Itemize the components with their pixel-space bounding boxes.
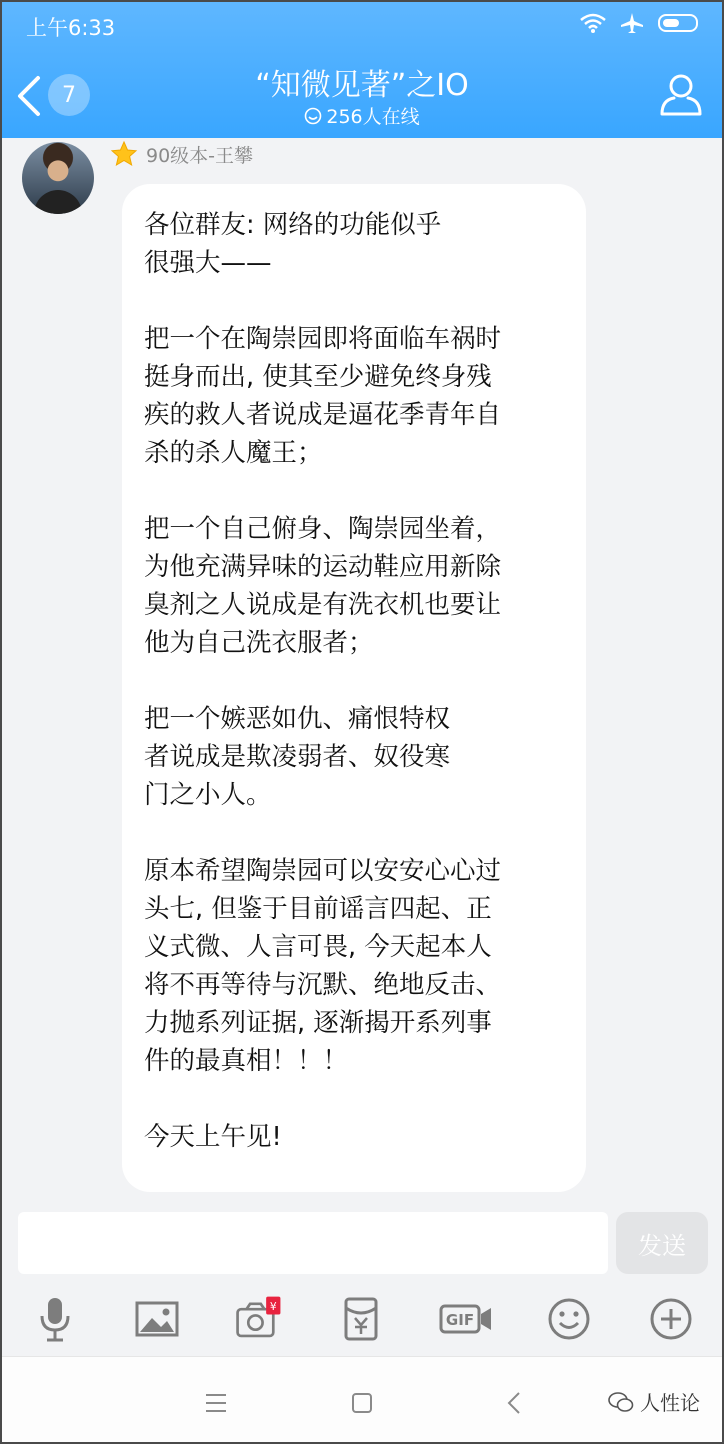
emoji-icon[interactable] bbox=[544, 1294, 594, 1344]
redpacket-symbol: ¥ bbox=[269, 1300, 277, 1314]
online-count bbox=[2, 102, 722, 129]
wifi-icon bbox=[580, 13, 606, 33]
gif-label: GIF bbox=[445, 1311, 475, 1329]
redpacket-icon[interactable] bbox=[336, 1294, 386, 1344]
input-toolbar bbox=[2, 1286, 722, 1356]
star-level-icon bbox=[110, 140, 138, 168]
back-nav-icon[interactable] bbox=[496, 1383, 536, 1423]
unread-count-badge: 7 bbox=[48, 74, 90, 116]
system-navigation-bar bbox=[2, 1356, 722, 1443]
camera-redpacket-icon[interactable] bbox=[234, 1294, 284, 1344]
group-members-icon[interactable] bbox=[654, 68, 708, 122]
message-bubble[interactable] bbox=[122, 184, 586, 1192]
home-icon[interactable] bbox=[342, 1383, 382, 1423]
sender-info bbox=[110, 140, 253, 168]
airplane-icon bbox=[620, 12, 644, 34]
sender-name: 90级本-王攀 bbox=[146, 144, 254, 167]
send-button[interactable]: 发送 bbox=[616, 1212, 708, 1274]
sender-avatar[interactable] bbox=[22, 142, 94, 214]
menu-icon[interactable] bbox=[196, 1383, 236, 1423]
add-icon[interactable] bbox=[646, 1294, 696, 1344]
input-bar bbox=[2, 1206, 722, 1286]
status-time: 上午6:33 bbox=[26, 16, 116, 40]
chat-header bbox=[2, 2, 722, 138]
online-count-text: 256人在线 bbox=[326, 106, 420, 128]
message-input[interactable] bbox=[18, 1212, 608, 1274]
status-icons bbox=[580, 12, 698, 34]
message-list[interactable] bbox=[2, 138, 722, 1206]
image-icon[interactable] bbox=[132, 1294, 182, 1344]
battery-icon bbox=[658, 14, 698, 32]
microphone-icon[interactable] bbox=[30, 1294, 80, 1344]
watermark-text: 人性论 bbox=[640, 1391, 700, 1415]
watermark bbox=[608, 1387, 700, 1416]
message-text: 各位群友: 网络的功能似乎 很强大—— 把一个在陶崇园即将面临车祸时 挺身而出, 使其至少避免终身残 疾的救人者说成是逼花季青年自 杀的杀人魔王； 把一个自己俯身、陶崇园坐着， 为他充满异味的运动鞋应用新除 臭剂之人说成是有洗衣机也要让 他为自己洗衣服者； 把一个嫉恶如仇、痛恨特权 者说成是欺凌弱者、奴役寒 门之小人。 原本希望陶崇园可以安安心心过 头七, 但鉴于目前谣言四起、正 义式微、人言可畏, 今天起本人 将不再等待与沉默、绝地反击、 力抛系列证据, 逐渐揭开系列事 件的最真相！！！ 今天上午见! bbox=[144, 210, 502, 1152]
online-status-icon bbox=[304, 107, 322, 125]
wechat-logo-icon bbox=[608, 1391, 634, 1413]
gif-icon[interactable] bbox=[438, 1294, 494, 1344]
group-title: “知微见著”之IO bbox=[255, 68, 469, 103]
